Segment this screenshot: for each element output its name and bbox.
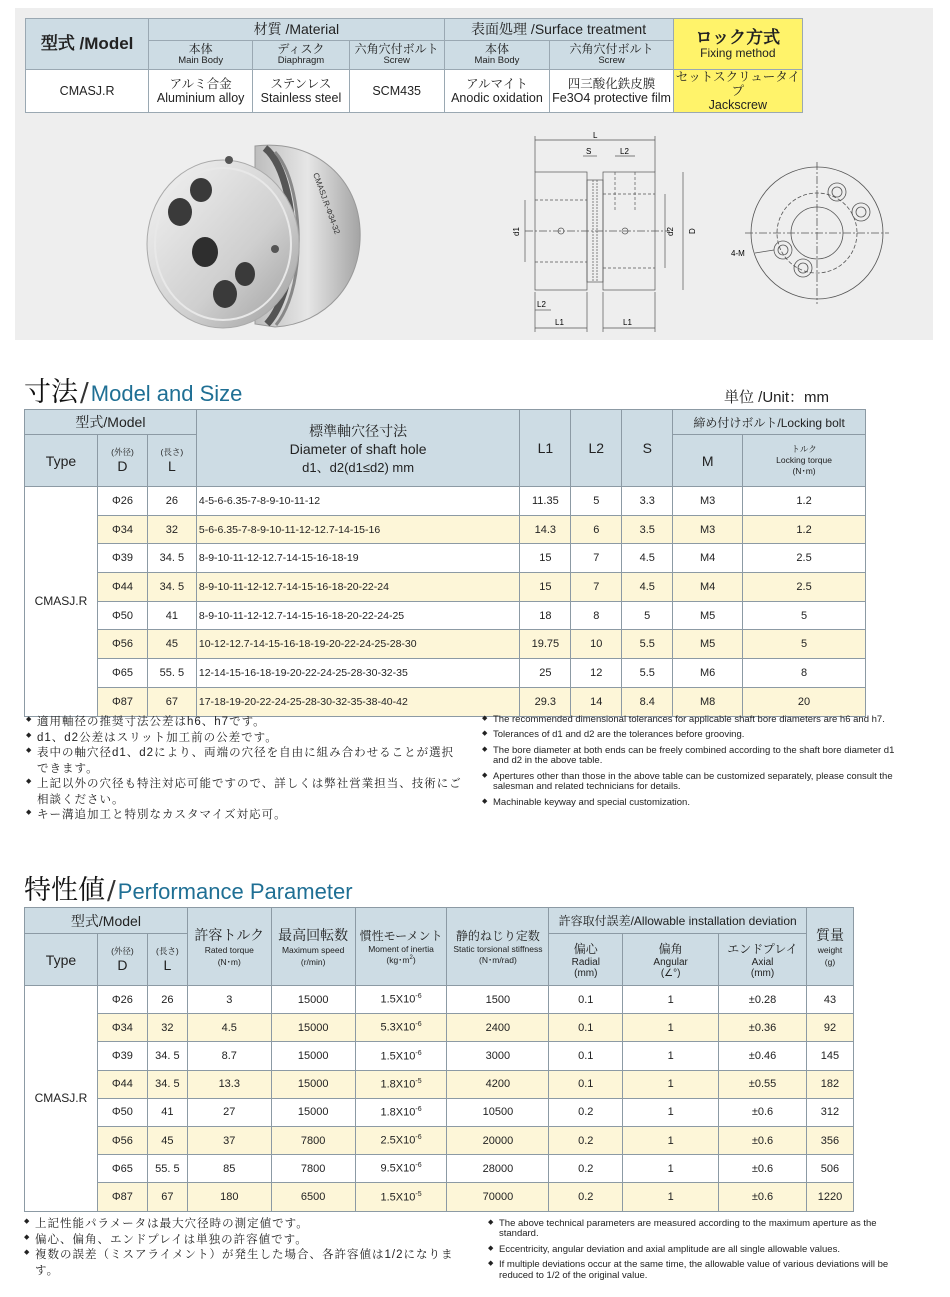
- perf-h-outer: (外径) D: [97, 934, 147, 986]
- dim-4M: 4-M: [731, 249, 745, 258]
- size-cell-shaft: 8-9-10-11-12-12.7-14-15-16-18-20-22-24-25: [196, 601, 520, 630]
- perf-cell-inertia: [355, 1070, 447, 1098]
- size-cell-s: 5.5: [622, 659, 673, 688]
- table-row: [25, 687, 866, 716]
- perf-cell-angular: 1: [623, 1098, 719, 1126]
- size-cell-torque: 2.5: [743, 573, 866, 602]
- coupling-photo: [135, 134, 375, 334]
- inertia-base: 1.5X10: [380, 1050, 416, 1063]
- note-item: ◆ d1、d2公差はスリット加工前の公差です。: [26, 731, 466, 747]
- perf-cell-angular: 1: [623, 1014, 719, 1042]
- size-cell-shaft: 5-6-6.35-7-8-9-10-11-12-12.7-14-15-16: [196, 515, 520, 544]
- table-row: [25, 1070, 854, 1098]
- size-notes-en: [482, 715, 912, 813]
- mat-sub-surf-screw: 六角穴付ボルト Screw: [550, 41, 673, 70]
- table-row: [25, 487, 866, 516]
- inertia-exp: -6: [415, 1021, 422, 1029]
- perf-cell-axial: ±0.55: [719, 1070, 807, 1098]
- size-h-shaft: 標準軸穴径寸法 Diameter of shaft hole d1、d2(d1≤d2) mm: [196, 410, 520, 487]
- size-cell-l: 45: [147, 630, 196, 659]
- size-cell-s: 5.5: [622, 630, 673, 659]
- perf-cell-weight: 506: [806, 1155, 853, 1183]
- dim-D: D: [688, 228, 697, 234]
- perf-h-deviation: 許容取付誤差/Allowable installation deviation: [549, 908, 807, 934]
- perf-h-torque: 許容トルク Rated torque (N･m): [187, 908, 271, 986]
- perf-model-cell: CMASJ.R: [25, 986, 98, 1212]
- size-cell-s: 5: [622, 601, 673, 630]
- size-cell-l1: 29.3: [520, 687, 571, 716]
- top-panel: [15, 8, 933, 340]
- perf-cell-torque: 37: [187, 1126, 271, 1154]
- perf-cell-axial: ±0.28: [719, 986, 807, 1014]
- mat-surf-screw-value: 四三酸化鉄皮膜 Fe3O4 protective film: [550, 70, 673, 113]
- table-row: [25, 630, 866, 659]
- size-cell-s: 8.4: [622, 687, 673, 716]
- perf-cell-l: 26: [147, 986, 187, 1014]
- mat-sub-diaphragm: ディスク Diaphragm: [253, 41, 350, 70]
- mat-surf-main-value: アルマイト Anodic oxidation: [444, 70, 550, 113]
- dim-d1: d1: [512, 227, 521, 236]
- perf-cell-axial: ±0.6: [719, 1183, 807, 1211]
- inertia-exp: -5: [415, 1190, 422, 1198]
- size-cell-d: Φ50: [97, 601, 147, 630]
- perf-cell-l: 34. 5: [147, 1070, 187, 1098]
- size-cell-torque: 5: [743, 630, 866, 659]
- size-cell-l: 67: [147, 687, 196, 716]
- inertia-base: 1.5X10: [380, 993, 416, 1006]
- dim-d2: d2: [666, 227, 675, 236]
- dim-L2-top: L2: [620, 147, 629, 156]
- note-item: ◆ 上記以外の穴径も特注対応可能ですので、詳しくは弊社営業担当、技術にご相談ください。: [26, 777, 466, 808]
- size-cell-m: M5: [673, 601, 743, 630]
- table-row: [25, 1183, 854, 1211]
- perf-cell-angular: 1: [623, 1183, 719, 1211]
- perf-cell-d: Φ39: [97, 1042, 147, 1070]
- size-cell-m: M4: [673, 544, 743, 573]
- perf-cell-weight: 43: [806, 986, 853, 1014]
- perf-cell-inertia: [355, 1042, 447, 1070]
- perf-cell-stiff: 10500: [447, 1098, 549, 1126]
- size-h-S: S: [622, 410, 673, 487]
- size-cell-torque: 8: [743, 659, 866, 688]
- size-cell-torque: 1.2: [743, 487, 866, 516]
- unit-label: 単位 /Unit：mm: [724, 389, 830, 406]
- size-cell-torque: 2.5: [743, 544, 866, 573]
- perf-h-axial: エンドプレイ Axial (mm): [719, 934, 807, 986]
- perf-cell-l: 41: [147, 1098, 187, 1126]
- perf-cell-l: 55. 5: [147, 1155, 187, 1183]
- perf-cell-speed: 7800: [271, 1126, 355, 1154]
- perf-cell-axial: ±0.6: [719, 1098, 807, 1126]
- size-cell-l2: 7: [571, 573, 622, 602]
- size-h-L1: L1: [520, 410, 571, 487]
- perf-cell-radial: 0.1: [549, 1014, 623, 1042]
- size-cell-torque: 5: [743, 601, 866, 630]
- inertia-base: 1.5X10: [380, 1191, 416, 1204]
- table-row: [25, 1042, 854, 1070]
- size-cell-l1: 15: [520, 573, 571, 602]
- perf-cell-weight: 312: [806, 1098, 853, 1126]
- inertia-exp: -6: [415, 1049, 422, 1057]
- perf-cell-radial: 0.1: [549, 1042, 623, 1070]
- mat-sub-main-body: 本体 Main Body: [149, 41, 253, 70]
- perf-h-radial: 偏心 Radial (mm): [549, 934, 623, 986]
- perf-cell-torque: 27: [187, 1098, 271, 1126]
- dim-L1-left: L1: [555, 318, 564, 327]
- perf-cell-stiff: 2400: [447, 1014, 549, 1042]
- perf-cell-stiff: 1500: [447, 986, 549, 1014]
- photo-marking: CMASJ.R-Φ34-32: [311, 171, 342, 236]
- size-cell-d: Φ39: [97, 544, 147, 573]
- dim-S: S: [586, 147, 592, 156]
- size-table: [24, 409, 866, 717]
- perf-cell-inertia: [355, 1098, 447, 1126]
- mat-sub-surf-main: 本体 Main Body: [444, 41, 550, 70]
- inertia-base: 9.5X10: [380, 1163, 416, 1176]
- size-model-cell: CMASJ.R: [25, 487, 98, 717]
- size-h-type: Type: [25, 435, 98, 487]
- note-item: ◆ 表中の軸穴径d1、d2により、両端の穴径を自由に組み合わせることが選択できます。: [26, 746, 466, 777]
- perf-cell-torque: 13.3: [187, 1070, 271, 1098]
- note-item: ◆ 適用軸径の推奨寸法公差はh6、h7です。: [26, 715, 466, 731]
- size-cell-shaft: 12-14-15-16-18-19-20-22-24-25-28-30-32-35: [196, 659, 520, 688]
- perf-cell-stiff: 4200: [447, 1070, 549, 1098]
- mat-main-body-value: アルミ合金 Aluminium alloy: [149, 70, 253, 113]
- size-cell-l2: 7: [571, 544, 622, 573]
- perf-cell-weight: 92: [806, 1014, 853, 1042]
- perf-cell-stiff: 20000: [447, 1126, 549, 1154]
- perf-cell-l: 45: [147, 1126, 187, 1154]
- perf-cell-inertia: [355, 986, 447, 1014]
- inertia-base: 1.8X10: [380, 1106, 416, 1119]
- perf-cell-l: 34. 5: [147, 1042, 187, 1070]
- perf-notes-jp: [24, 1217, 474, 1279]
- perf-cell-axial: ±0.36: [719, 1014, 807, 1042]
- size-cell-m: M3: [673, 487, 743, 516]
- size-cell-l1: 11.35: [520, 487, 571, 516]
- perf-cell-torque: 180: [187, 1183, 271, 1211]
- mat-surface-header: 表面処理 /Surface treatment: [444, 19, 673, 41]
- size-cell-l2: 12: [571, 659, 622, 688]
- perf-h-inertia: 慣性モーメント Moment of inertia (kg･$m^2$): [355, 908, 447, 986]
- note-item: ◆ 偏心、偏角、エンドプレイは単独の許容値です。: [24, 1233, 474, 1249]
- perf-cell-torque: 4.5: [187, 1014, 271, 1042]
- mat-model-header: 型式 /Model: [26, 19, 149, 70]
- size-cell-l2: 6: [571, 515, 622, 544]
- inertia-exp: -6: [415, 1162, 422, 1170]
- perf-cell-d: Φ50: [97, 1098, 147, 1126]
- perf-cell-speed: 6500: [271, 1183, 355, 1211]
- size-cell-l1: 25: [520, 659, 571, 688]
- size-h-bolt: 締め付けボルト/Locking bolt: [673, 410, 866, 435]
- size-cell-l2: 14: [571, 687, 622, 716]
- perf-cell-radial: 0.2: [549, 1098, 623, 1126]
- perf-notes-en: [488, 1219, 918, 1286]
- perf-cell-angular: 1: [623, 1126, 719, 1154]
- perf-cell-inertia: [355, 1126, 447, 1154]
- material-table: [25, 18, 803, 113]
- inertia-base: 5.3X10: [380, 1022, 416, 1035]
- size-cell-shaft: 8-9-10-11-12-12.7-14-15-16-18-19: [196, 544, 520, 573]
- perf-cell-d: Φ65: [97, 1155, 147, 1183]
- perf-cell-speed: 15000: [271, 1070, 355, 1098]
- size-cell-l: 34. 5: [147, 573, 196, 602]
- size-cell-shaft: 10-12-12.7-14-15-16-18-19-20-22-24-25-28-30: [196, 630, 520, 659]
- perf-cell-inertia: [355, 1014, 447, 1042]
- perf-cell-weight: 356: [806, 1126, 853, 1154]
- table-row: [25, 1014, 854, 1042]
- table-row: [25, 1126, 854, 1154]
- note-item: ◆ If multiple deviations occur at the same time, the allowable value of various deviations will be reduced to 1/2 of the original value.: [488, 1260, 918, 1281]
- size-cell-m: M5: [673, 630, 743, 659]
- mat-screw-value: SCM435: [349, 70, 444, 113]
- note-item: ◆ Machinable keyway and special customization.: [482, 798, 912, 808]
- perf-table: [24, 907, 854, 1212]
- size-cell-s: 3.3: [622, 487, 673, 516]
- size-h-model: 型式/Model: [25, 410, 197, 435]
- side-view-drawing: [505, 132, 705, 342]
- perf-cell-d: Φ44: [97, 1070, 147, 1098]
- inertia-base: 1.8X10: [380, 1078, 416, 1091]
- perf-cell-angular: 1: [623, 986, 719, 1014]
- inertia-base: 2.5X10: [380, 1134, 416, 1147]
- size-cell-l: 41: [147, 601, 196, 630]
- size-cell-m: M4: [673, 573, 743, 602]
- perf-cell-angular: 1: [623, 1155, 719, 1183]
- note-item: ◆ 上記性能パラメータは最大穴径時の測定値です。: [24, 1217, 474, 1233]
- perf-cell-angular: 1: [623, 1070, 719, 1098]
- size-cell-shaft: 4-5-6-6.35-7-8-9-10-11-12: [196, 487, 520, 516]
- size-h-L2: L2: [571, 410, 622, 487]
- perf-section-title: 特性値/Performance Parameter: [24, 875, 353, 906]
- table-row: [25, 986, 854, 1014]
- size-cell-torque: 20: [743, 687, 866, 716]
- dim-L: L: [593, 132, 598, 140]
- perf-cell-radial: 0.1: [549, 986, 623, 1014]
- perf-cell-stiff: 3000: [447, 1042, 549, 1070]
- perf-cell-speed: 15000: [271, 1014, 355, 1042]
- perf-cell-l: 32: [147, 1014, 187, 1042]
- size-cell-shaft: 17-18-19-20-22-24-25-28-30-32-35-38-40-42: [196, 687, 520, 716]
- front-view-drawing: [725, 158, 905, 308]
- perf-cell-axial: ±0.6: [719, 1126, 807, 1154]
- size-cell-m: M6: [673, 659, 743, 688]
- mat-sub-screw: 六角穴付ボルト Screw: [349, 41, 444, 70]
- note-item: ◆ 複数の誤差（ミスアライメント）が発生した場合、各許容値は1/2になります。: [24, 1248, 474, 1279]
- perf-cell-speed: 15000: [271, 1042, 355, 1070]
- inertia-exp: -6: [415, 1106, 422, 1114]
- inertia-exp: -6: [415, 1134, 422, 1142]
- perf-h-angular: 偏角 Angular (∠°): [623, 934, 719, 986]
- perf-cell-radial: 0.2: [549, 1126, 623, 1154]
- note-item: ◆ キー溝追加工と特別なカスタマイズ対応可。: [26, 808, 466, 824]
- mat-fixing-en: Fixing method: [700, 45, 776, 60]
- mat-model-value: CMASJ.R: [26, 70, 149, 113]
- table-row: [25, 659, 866, 688]
- perf-h-weight: 質量 weight (g): [806, 908, 853, 986]
- table-row: [25, 573, 866, 602]
- size-cell-m: M3: [673, 515, 743, 544]
- size-cell-l2: 10: [571, 630, 622, 659]
- note-item: ◆ The above technical parameters are measured according to the maximum aperture as the standard.: [488, 1219, 918, 1240]
- perf-cell-stiff: 70000: [447, 1183, 549, 1211]
- perf-cell-radial: 0.2: [549, 1183, 623, 1211]
- size-cell-shaft: 8-9-10-11-12-12.7-14-15-16-18-20-22-24: [196, 573, 520, 602]
- size-cell-l2: 8: [571, 601, 622, 630]
- size-cell-d: Φ87: [97, 687, 147, 716]
- inertia-exp: -6: [415, 993, 422, 1001]
- size-h-length: (長さ) L: [147, 435, 196, 487]
- perf-cell-weight: 182: [806, 1070, 853, 1098]
- perf-cell-speed: 15000: [271, 1098, 355, 1126]
- perf-cell-d: Φ87: [97, 1183, 147, 1211]
- size-cell-l1: 14.3: [520, 515, 571, 544]
- size-cell-l: 26: [147, 487, 196, 516]
- note-item: ◆ Eccentricity, angular deviation and axial amplitude are all single allowable values.: [488, 1245, 918, 1255]
- perf-cell-weight: 145: [806, 1042, 853, 1070]
- size-cell-l: 34. 5: [147, 544, 196, 573]
- perf-cell-axial: ±0.46: [719, 1042, 807, 1070]
- perf-cell-inertia: [355, 1155, 447, 1183]
- mat-fixing-jp: ロック方式: [695, 27, 781, 47]
- dim-L1-right: L1: [623, 318, 632, 327]
- perf-cell-torque: 3: [187, 986, 271, 1014]
- size-h-torque: トルク Locking torque (N･m): [743, 435, 866, 487]
- size-cell-l: 32: [147, 515, 196, 544]
- note-item: ◆ The recommended dimensional tolerances for applicable shaft bore diameters are h6 and h7.: [482, 715, 912, 725]
- perf-h-type: Type: [25, 934, 98, 986]
- size-cell-d: Φ34: [97, 515, 147, 544]
- size-cell-d: Φ56: [97, 630, 147, 659]
- perf-cell-speed: 7800: [271, 1155, 355, 1183]
- perf-cell-d: Φ34: [97, 1014, 147, 1042]
- mat-fixing-value: セットスクリュータイプ Jackscrew: [673, 70, 802, 113]
- perf-h-length: (長さ) L: [147, 934, 187, 986]
- size-cell-m: M8: [673, 687, 743, 716]
- perf-cell-angular: 1: [623, 1042, 719, 1070]
- perf-cell-l: 67: [147, 1183, 187, 1211]
- perf-h-speed: 最高回転数 Maximum speed (r/min): [271, 908, 355, 986]
- perf-cell-radial: 0.2: [549, 1155, 623, 1183]
- perf-cell-weight: 1220: [806, 1183, 853, 1211]
- size-h-M: M: [673, 435, 743, 487]
- note-item: ◆ Apertures other than those in the above table can be customized separately, please consult the salesman and related technicians for details.: [482, 772, 912, 793]
- size-cell-l2: 5: [571, 487, 622, 516]
- perf-cell-torque: 85: [187, 1155, 271, 1183]
- size-cell-l: 55. 5: [147, 659, 196, 688]
- size-cell-l1: 19.75: [520, 630, 571, 659]
- mat-diaphragm-value: ステンレス Stainless steel: [253, 70, 350, 113]
- perf-cell-radial: 0.1: [549, 1070, 623, 1098]
- perf-cell-speed: 15000: [271, 986, 355, 1014]
- size-cell-torque: 1.2: [743, 515, 866, 544]
- mat-fixing-header: [673, 19, 802, 70]
- size-notes-jp: [26, 715, 466, 824]
- size-cell-s: 3.5: [622, 515, 673, 544]
- note-item: ◆ The bore diameter at both ends can be freely combined according to the shaft bore diameter d1 and d2 in the above table.: [482, 746, 912, 767]
- size-cell-s: 4.5: [622, 573, 673, 602]
- table-row: [25, 1098, 854, 1126]
- mat-material-header: 材質 /Material: [149, 19, 444, 41]
- table-row: [25, 1155, 854, 1183]
- size-cell-l1: 18: [520, 601, 571, 630]
- perf-cell-torque: 8.7: [187, 1042, 271, 1070]
- size-cell-s: 4.5: [622, 544, 673, 573]
- perf-h-stiffness: 静的ねじり定数 Static torsional stiffness (N･m/rad): [447, 908, 549, 986]
- perf-h-model: 型式/Model: [25, 908, 188, 934]
- size-cell-d: Φ44: [97, 573, 147, 602]
- perf-cell-d: Φ56: [97, 1126, 147, 1154]
- size-h-outer: (外径) D: [97, 435, 147, 487]
- perf-cell-inertia: [355, 1183, 447, 1211]
- table-row: [25, 515, 866, 544]
- table-row: [25, 601, 866, 630]
- size-cell-l1: 15: [520, 544, 571, 573]
- perf-cell-axial: ±0.6: [719, 1155, 807, 1183]
- inertia-exp: -5: [415, 1077, 422, 1085]
- size-cell-d: Φ26: [97, 487, 147, 516]
- note-item: ◆ Tolerances of d1 and d2 are the tolerances before grooving.: [482, 730, 912, 740]
- dim-L2-bottom: L2: [537, 300, 546, 309]
- perf-cell-stiff: 28000: [447, 1155, 549, 1183]
- table-row: [25, 544, 866, 573]
- perf-cell-d: Φ26: [97, 986, 147, 1014]
- size-cell-d: Φ65: [97, 659, 147, 688]
- size-section-title: 寸法/Model and Size: [24, 377, 243, 408]
